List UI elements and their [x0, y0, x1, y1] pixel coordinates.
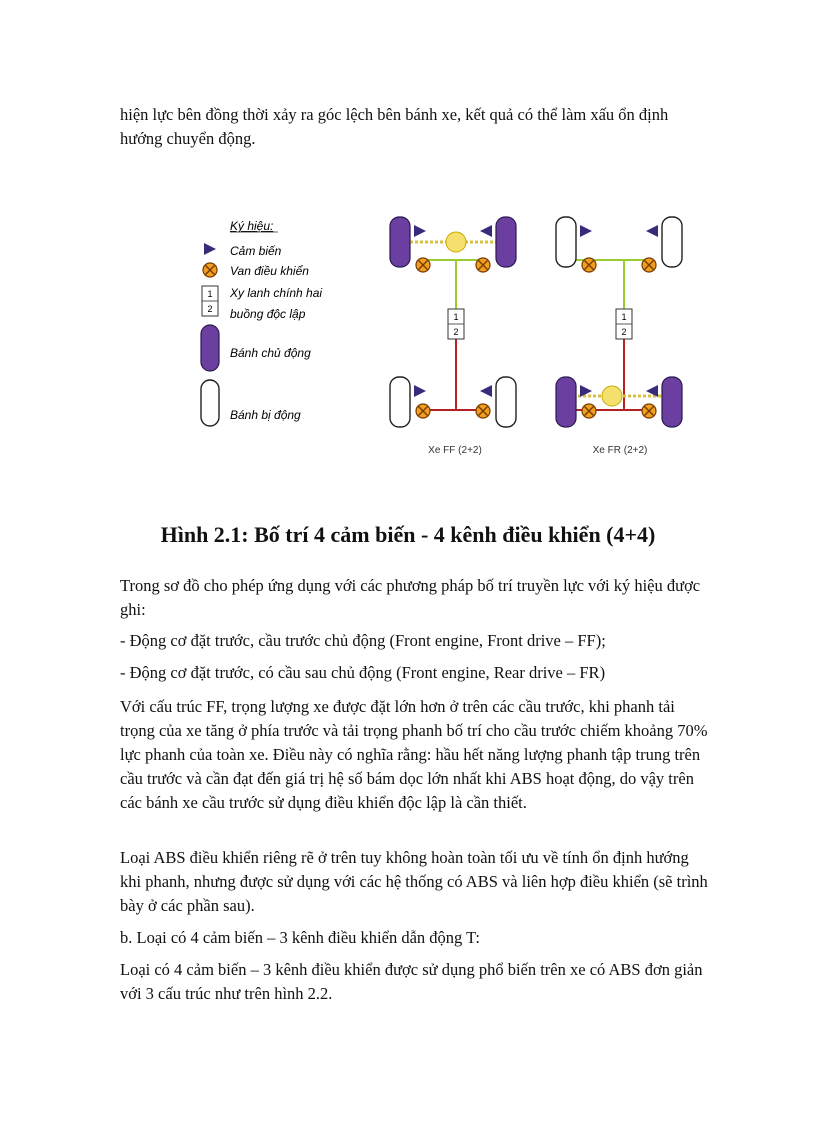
legend-passive: Bánh bị động — [230, 408, 301, 422]
paragraph-5: Với cấu trúc FF, trọng lượng xe được đặt lớn hơn ở trên các cầu trước, khi phanh tải trọng của xe tăng ở phía trước và tải trọng phanh bố trí cho cầu trước chiếm khoảng 70% lực phanh của toàn xe. Điều này có nghĩa rằng: hầu hết năng lượng phanh tập trung trên cầu trước và cần đạt đến giá trị hệ số bám dọc lớn nhất khi ABS hoạt động, do vậy trên các bánh xe cầu trước sử dụng điều khiển độc lập là cần thiết. — [120, 697, 708, 812]
paragraph-4: - Động cơ đặt trước, có cầu sau chủ động (Front engine, Rear drive – FR) — [120, 663, 606, 682]
svg-text:2: 2 — [207, 304, 213, 314]
legend-valve: Van điều khiển — [230, 264, 309, 278]
legend-driven: Bánh chủ động — [230, 346, 311, 360]
diagram-fr-label: Xe FR (2+2) — [592, 445, 648, 456]
paragraph-6: Loại ABS điều khiển riêng rẽ ở trên tuy không hoàn toàn tối ưu về tính ổn định hướng khi phanh, nhưng được sử dụng với các hệ thống có ABS và liên hợp điều khiển (sẽ trình bày ở các phần sau). — [120, 848, 708, 915]
legend-passive-wheel-icon — [201, 380, 219, 426]
abs-figure — [190, 205, 690, 475]
legend-valve-icon — [203, 263, 217, 277]
svg-text:2: 2 — [453, 327, 459, 337]
svg-text:1: 1 — [207, 289, 213, 299]
diagram-ff — [390, 217, 516, 456]
svg-text:2: 2 — [621, 327, 627, 337]
svg-text:1: 1 — [453, 312, 459, 322]
svg-text:1: 1 — [621, 312, 627, 322]
diagram-ff-label: Xe FF (2+2) — [428, 445, 482, 456]
legend-sensor-icon — [204, 243, 216, 255]
paragraph-2: Trong sơ đồ cho phép ứng dụng với các phương pháp bố trí truyền lực với ký hiệu được ghi: — [120, 576, 701, 619]
legend-sensor: Cảm biến — [230, 244, 282, 258]
diagram-fr — [556, 217, 682, 456]
paragraph-7: b. Loại có 4 cảm biến – 3 kênh điều khiển dẫn động T: — [120, 928, 480, 947]
figure-caption: Hình 2.1: Bố trí 4 cảm biến - 4 kênh điều khiển (4+4) — [160, 522, 656, 547]
paragraph-1: hiện lực bên đồng thời xảy ra góc lệch bên bánh xe, kết quả có thể làm xấu ổn định hướng chuyển động. — [120, 105, 669, 148]
legend-cylinder-line1: Xy lanh chính hai — [230, 286, 323, 300]
paragraph-3: - Động cơ đặt trước, cầu trước chủ động (Front engine, Front drive – FF); — [120, 631, 606, 650]
legend-cylinder-line2: buồng độc lập — [230, 307, 306, 321]
legend-driven-wheel-icon — [201, 325, 219, 371]
legend-title: Ký hiệu: — [230, 219, 274, 233]
paragraph-8: Loại có 4 cảm biến – 3 kênh điều khiển được sử dụng phổ biến trên xe có ABS đơn giản với 3 cấu trúc như trên hình 2.2. — [120, 960, 703, 1003]
